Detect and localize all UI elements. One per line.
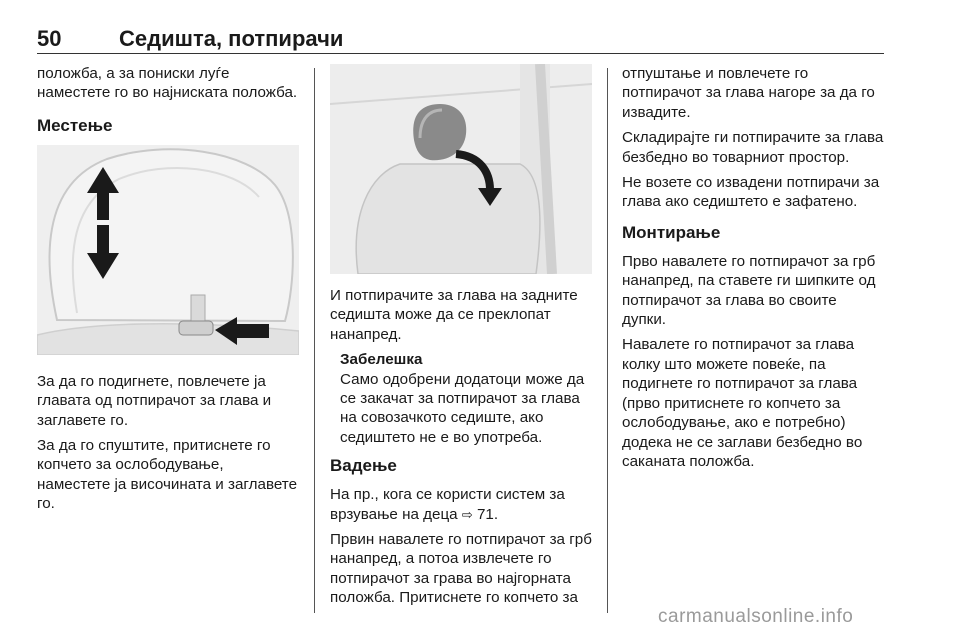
paragraph: И потпирачите за глава на задните седишта може да се преклопат нанапред. [330, 287, 578, 343]
column-divider-2 [607, 68, 608, 613]
rear-headrest-fold-illustration [330, 64, 592, 274]
paragraph: Не возете со извадени потпирачи за глава ако седиштето е зафатено. [622, 174, 880, 211]
page-number: 50 [37, 26, 62, 51]
note-box [330, 350, 592, 447]
paragraph-text: На пр., кога се користи систем за врзување на деца [330, 486, 565, 523]
header-divider [37, 53, 884, 54]
note-text: Само одобрени додатоци може да се закачат за потпирачот за глава на совозачкото седиште, ако седиштето не е во употреба. [340, 370, 585, 446]
page-title: Седишта, потпирачи [119, 26, 344, 51]
paragraph: Прво навалете го потпирачот за грб нанапред, па ставете ги шипките од потпирачот за глава во своите дупки. [622, 252, 876, 329]
headrest-adjust-illustration [37, 145, 299, 355]
arrow-xref-icon: ⇨ [461, 506, 473, 522]
note-title: Забелешка [340, 351, 423, 369]
paragraph: За да го подигнете, повлечете ја главата од потпирачот за глава и заглавете го. [37, 372, 272, 429]
paragraph: Складирајте ги потпирачите за глава безбедно во товарниот простор. [622, 129, 884, 166]
page-header [37, 26, 884, 54]
column-2 [330, 64, 592, 614]
paragraph: Првин навалете го потпирачот за грб нанапред, а потоа извлечете го потпирачот за грава во најгорната положба. Притиснете го копчето за [330, 531, 592, 607]
page-reference-link[interactable]: 71 [476, 505, 494, 523]
paragraph: За да го спуштите, притиснете го копчето за ослободување, наместете ја височината и заглавете го. [37, 437, 298, 513]
paragraph-with-ref [330, 485, 592, 524]
section-heading-install: Монтирање [622, 222, 721, 242]
paragraph: отпуштање и повлечете го потпирачот за глава нагоре за да го извадите. [622, 65, 875, 121]
column-3 [622, 64, 884, 477]
paragraph: Навалете го потпирачот за глава колку што можете повеќе, па подигнете го потпирачот за глава (прво притиснете го копчето за ослободување, ако е потребно) додека не се заглави безбедно во саканата положба. [622, 336, 863, 470]
paragraph: положба, а за пониски луѓе наместете го во најниската положба. [37, 65, 298, 102]
watermark: carmanualsonline.info [658, 606, 854, 627]
column-divider-1 [314, 68, 315, 613]
column-1 [37, 64, 299, 520]
section-heading-adjust: Местење [37, 115, 113, 135]
section-heading-remove: Вадење [330, 456, 397, 476]
paragraph-text: . [493, 505, 499, 523]
